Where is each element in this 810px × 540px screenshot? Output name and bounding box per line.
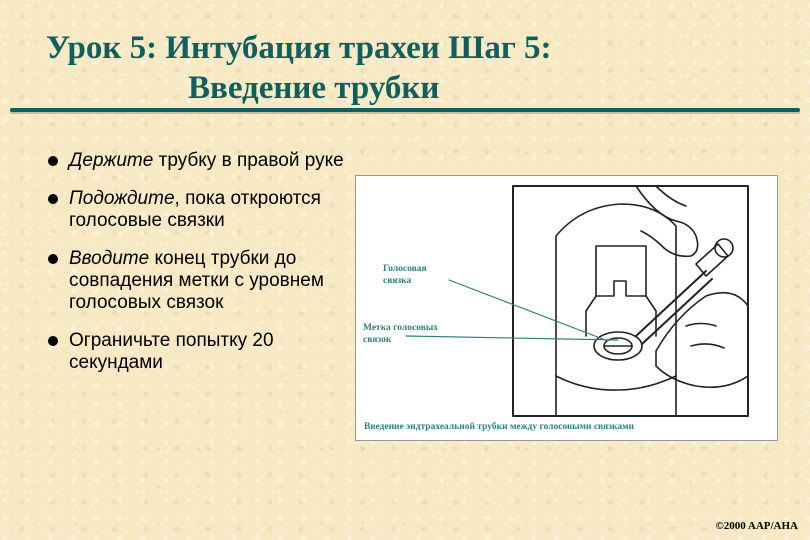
bullet-list <box>44 150 344 390</box>
bullet-item-wait <box>44 188 344 232</box>
bullet-dot-icon <box>48 194 58 204</box>
title-divider <box>10 108 800 112</box>
bullet-text: , пока откроются голосовые связки <box>69 188 321 231</box>
bullet-emphasis: Подождите <box>69 188 175 209</box>
copyright-notice: ©2000 AAP/AHA <box>715 520 798 532</box>
bullet-dot-icon <box>48 156 58 166</box>
vocal-cord-label: Голосовая связка <box>383 264 427 286</box>
title-line-1: Урок 5: Интубация трахеи Шаг 5: <box>46 30 552 66</box>
intubation-drawing <box>356 176 777 440</box>
bullet-item-hold <box>44 150 344 172</box>
bullet-text: конец трубки до совпадения метки с уровнем голосовых связок <box>69 248 324 313</box>
bullet-emphasis: Вводите <box>69 248 150 269</box>
face-outline <box>513 186 748 416</box>
bullet-dot-icon <box>48 254 58 264</box>
title-line-2: Введение трубки <box>188 70 440 106</box>
bullet-text: Ограничьте попытку 20 секундами <box>69 330 274 373</box>
bullet-item-limit <box>44 330 344 374</box>
vocal-cord-pointer <box>449 280 608 341</box>
cord-mark-label: Метка голосовых связок <box>363 323 438 345</box>
figure-caption: Введение эндтрахеальной трубки между голосовыми связками <box>364 422 635 432</box>
tube-connector <box>696 244 728 276</box>
endotracheal-tube <box>636 271 712 344</box>
bullet-dot-icon <box>48 336 58 346</box>
right-hand <box>656 293 748 388</box>
intubation-illustration <box>355 175 778 441</box>
bullet-text: трубку в правой руке <box>153 150 344 171</box>
lower-lip <box>556 376 676 390</box>
laryngoscope-blade <box>596 246 646 296</box>
bullet-item-insert <box>44 248 344 314</box>
bullet-emphasis: Держите <box>69 150 154 171</box>
